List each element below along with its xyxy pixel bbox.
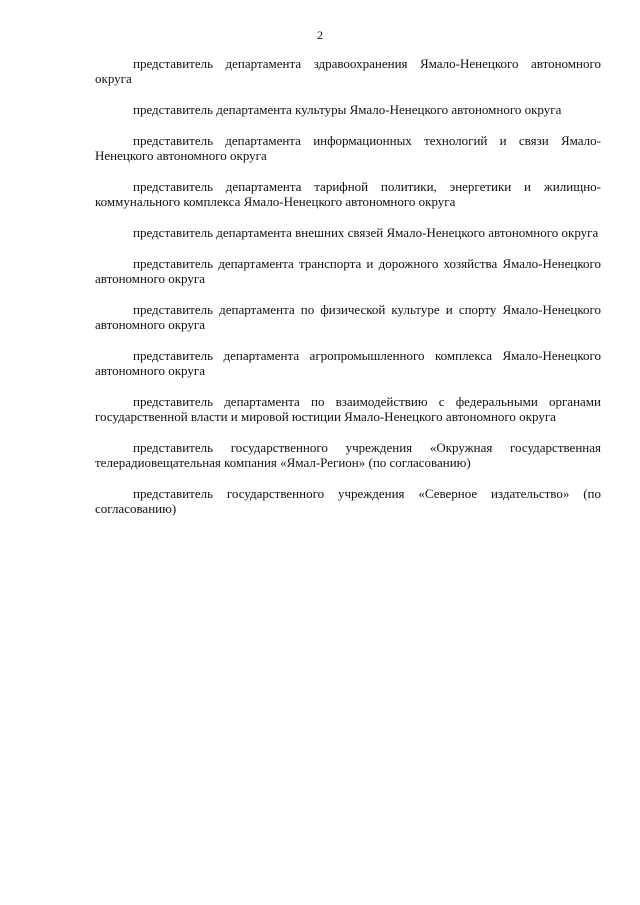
list-item-culture-department: представитель департамента культуры Ямало-Ненецкого автономного округа [133, 102, 562, 117]
list-item-northern-publishing-house: представитель государственного учреждения «Северное издательство» (по согласованию) [95, 486, 601, 516]
list-item-it-communications-department: представитель департамента информационных технологий и связи Ямало-Ненецкого автономного округа [95, 133, 601, 163]
list-item-federal-relations-justice-department: представитель департамента по взаимодействию с федеральными органами государственной власти и мировой юстиции Ямало-Ненецкого автономного округа [95, 394, 601, 424]
list-item-yamal-region-broadcaster: представитель государственного учреждения «Окружная государственная телерадиовещательная компания «Ямал-Регион» (по согласованию) [95, 440, 601, 470]
list-item-health-department: представитель департамента здравоохранения Ямало-Ненецкого автономного округа [95, 56, 601, 86]
list-item-sports-department: представитель департамента по физической культуре и спорту Ямало-Ненецкого автономного округа [95, 302, 601, 332]
page-number: 2 [317, 28, 323, 42]
list-item-transport-roads-department: представитель департамента транспорта и дорожного хозяйства Ямало-Ненецкого автономного округа [95, 256, 601, 286]
member-list [95, 56, 601, 532]
list-item-tariff-energy-housing-department: представитель департамента тарифной политики, энергетики и жилищно-коммунального комплекса Ямало-Ненецкого автономного округа [95, 179, 601, 209]
list-item-agroindustrial-department: представитель департамента агропромышленного комплекса Ямало-Ненецкого автономного округа [95, 348, 601, 378]
list-item-external-relations-department: представитель департамента внешних связей Ямало-Ненецкого автономного округа [133, 225, 599, 240]
